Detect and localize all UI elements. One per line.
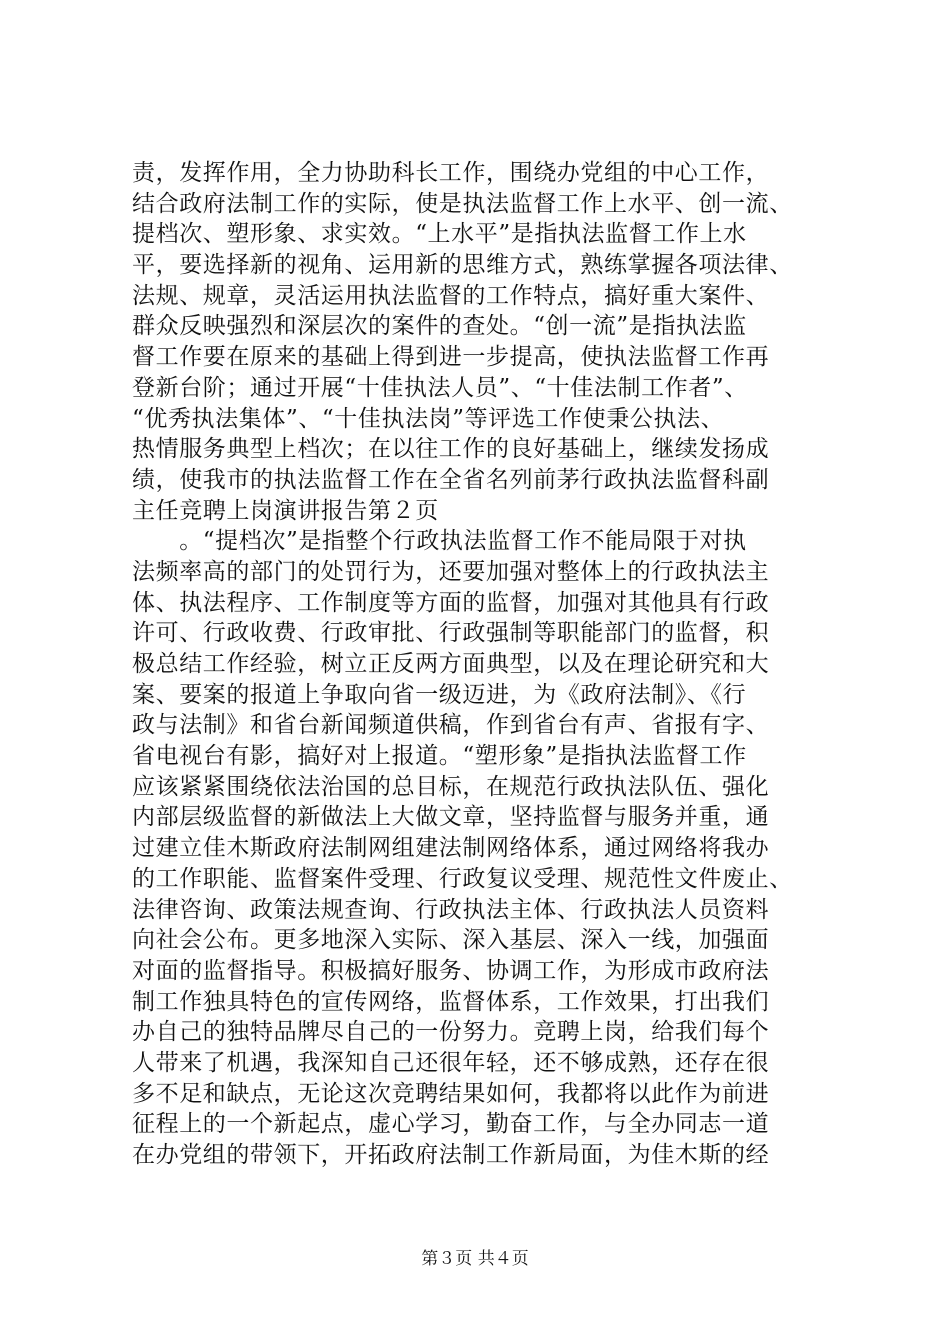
text-line: 办自己的独特品牌尽自己的一份努力。竞聘上岗，给我们每个 xyxy=(132,1019,770,1046)
text-line: 。“提档次”是指整个行政执法监督工作不能局限于对执 xyxy=(132,528,747,555)
text-line: 在办党组的带领下，开拓政府法制工作新局面，为佳木斯的经 xyxy=(132,1142,770,1168)
text-line: 法频率高的部门的处罚行为，还要加强对整体上的行政执法主 xyxy=(132,558,770,585)
text-line: 主任竞聘上岗演讲报告第２页 xyxy=(132,497,439,524)
text-line: 的工作职能、监督案件受理、行政复议受理、规范性文件废止、 xyxy=(132,865,793,892)
text-line: 热情服务典型上档次；在以往工作的良好基础上，继续发扬成 xyxy=(132,436,770,463)
text-line: 对面的监督指导。积极搞好服务、协调工作，为形成市政府法 xyxy=(132,957,770,984)
text-line: 内部层级监督的新做法上大做文章，坚持监督与服务并重，通 xyxy=(132,804,770,831)
text-line: 体、执法程序、工作制度等方面的监督，加强对其他具有行政 xyxy=(132,589,770,616)
text-line: 绩，使我市的执法监督工作在全省名列前茅行政执法监督科副 xyxy=(132,466,770,493)
text-line: 登新台阶；通过开展“十佳执法人员”、“十佳法制工作者”、 xyxy=(132,374,748,401)
text-line: 群众反映强烈和深层次的案件的查处。“创一流”是指执法监 xyxy=(132,313,747,340)
text-line: 过建立佳木斯政府法制网组建法制网络体系，通过网络将我办 xyxy=(132,835,770,862)
text-line: “优秀执法集体”、“十佳执法岗”等评选工作使秉公执法、 xyxy=(132,405,725,432)
text-line: 征程上的一个新起点，虚心学习，勤奋工作，与全办同志一道 xyxy=(132,1111,770,1138)
text-line: 人带来了机遇，我深知自己还很年轻，还不够成熟，还存在很 xyxy=(132,1049,770,1076)
text-line: 极总结工作经验，树立正反两方面典型，以及在理论研究和大 xyxy=(132,651,770,677)
text-line: 制工作独具特色的宣传网络，监督体系，工作效果，打出我们 xyxy=(132,988,770,1015)
text-line: 责，发挥作用，全力协助科长工作，围绕办党组的中心工作， xyxy=(132,160,770,186)
text-line: 结合政府法制工作的实际，使是执法监督工作上水平、创一流、 xyxy=(132,190,793,217)
text-line: 提档次、塑形象、求实效。“上水平”是指执法监督工作上水 xyxy=(132,221,747,248)
text-line: 督工作要在原来的基础上得到进一步提高，使执法监督工作再 xyxy=(132,344,770,371)
text-line: 平，要选择新的视角、运用新的思维方式，熟练掌握各项法律、 xyxy=(132,252,793,279)
text-line: 应该紧紧围绕依法治国的总目标，在规范行政执法队伍、强化 xyxy=(132,773,770,800)
text-line: 许可、行政收费、行政审批、行政强制等职能部门的监督，积 xyxy=(132,620,770,647)
text-line: 向社会公布。更多地深入实际、深入基层、深入一线，加强面 xyxy=(132,927,770,954)
text-line: 法规、规章，灵活运用执法监督的工作特点，搞好重大案件、 xyxy=(132,282,770,309)
body-text xyxy=(132,158,832,1171)
text-line: 省电视台有影，搞好对上报道。“塑形象”是指执法监督工作 xyxy=(132,743,747,770)
text-line: 政与法制》和省台新闻频道供稿，作到省台有声、省报有字、 xyxy=(132,712,770,739)
text-line: 多不足和缺点，无论这次竞聘结果如何，我都将以此作为前进 xyxy=(132,1080,770,1107)
text-line: 法律咨询、政策法规查询、行政执法主体、行政执法人员资料 xyxy=(132,896,770,923)
text-line: 案、要案的报道上争取向省一级迈进，为《政府法制》、《行 xyxy=(132,681,747,708)
page-footer: 第３页 共４页 xyxy=(421,1249,529,1269)
